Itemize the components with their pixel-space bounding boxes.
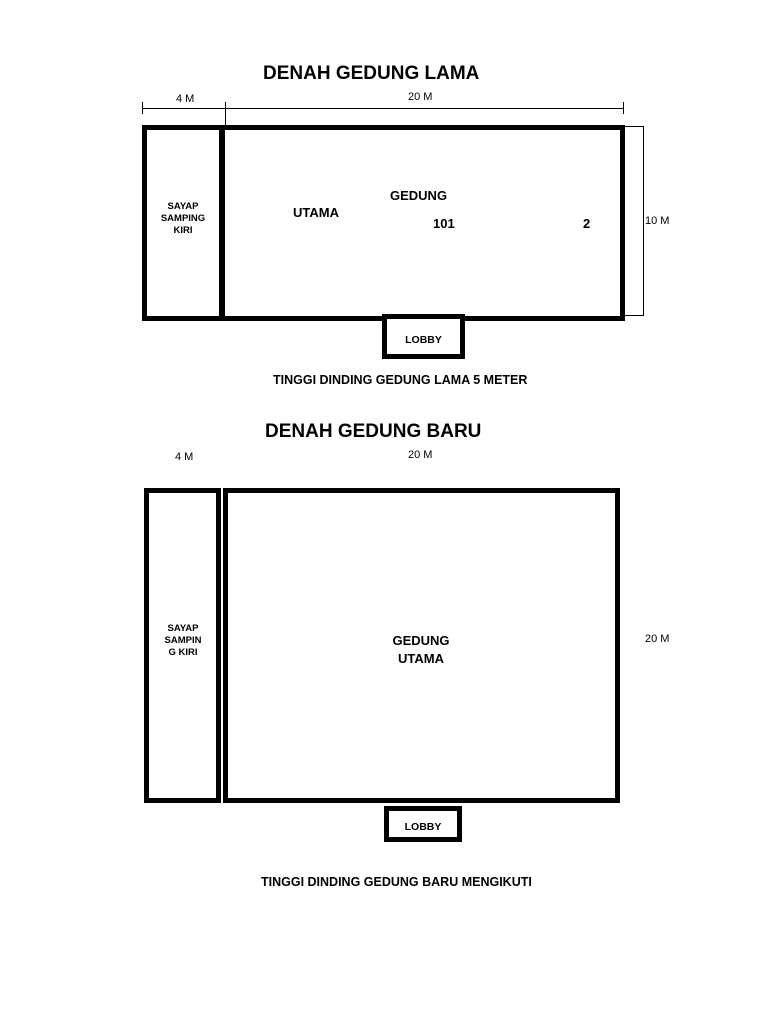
old-wing-divider (219, 125, 225, 321)
new-lobby-label: LOBBY (404, 821, 442, 833)
old-plan-title: DENAH GEDUNG LAMA (263, 63, 480, 84)
new-wing-label-line2: SAMPIN (164, 635, 202, 646)
new-wing-label-line3: G KIRI (168, 647, 198, 658)
new-wing-label (150, 623, 216, 659)
new-plan-note: TINGGI DINDING GEDUNG BARU MENGIKUTI (261, 875, 532, 889)
old-main-label-101: 101 (433, 216, 455, 231)
old-wing-label-line2: SAMPING (160, 213, 206, 224)
old-plan-note: TINGGI DINDING GEDUNG LAMA 5 METER (273, 373, 528, 387)
old-main-label-gedung: GEDUNG (390, 188, 448, 203)
new-main-label-line2: UTAMA (398, 651, 444, 666)
old-dim-height: 10 M (645, 215, 670, 227)
old-dim-tick-right-top (622, 126, 644, 127)
old-dim-tick-left (142, 102, 143, 114)
old-wing-label-line1: SAYAP (167, 201, 199, 212)
old-dim-wing-width: 4 M (176, 93, 195, 105)
new-wing-label-line1: SAYAP (167, 623, 199, 634)
old-wing-label-line3: KIRI (173, 225, 193, 236)
old-dim-main-width: 20 M (408, 91, 433, 103)
new-main-label (371, 632, 471, 668)
old-main-label-utama: UTAMA (293, 205, 339, 220)
old-dim-line-top (142, 108, 624, 109)
new-main-label-line1: GEDUNG (392, 633, 450, 648)
new-plan-title: DENAH GEDUNG BARU (265, 421, 482, 442)
old-dim-tick-right-bottom (622, 315, 644, 316)
old-dim-tick-mid (225, 102, 226, 126)
old-dim-line-right (643, 126, 644, 316)
new-dim-height: 20 M (645, 633, 670, 645)
old-main-label-2: 2 (583, 216, 591, 231)
old-lobby-label: LOBBY (405, 334, 442, 346)
old-dim-tick-right (623, 102, 624, 114)
new-dim-main-width: 20 M (408, 449, 433, 461)
old-wing-label (150, 201, 216, 237)
new-dim-wing-width: 4 M (175, 451, 194, 463)
